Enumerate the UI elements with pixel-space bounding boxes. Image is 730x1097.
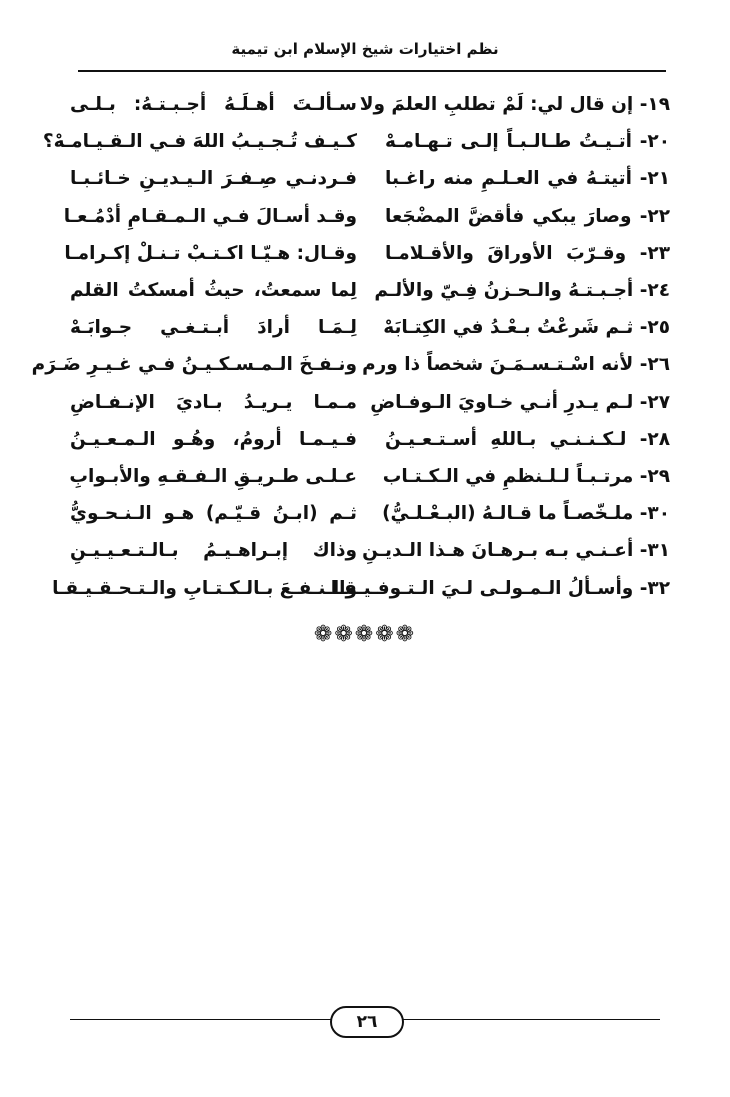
page-number: ٢٦ [330,1006,404,1038]
verse-first-hemistich: ٢٨- لـكـنـنـي بـاللهِ أسـتـعـيـنُ [385,428,670,450]
verse-row [31,346,670,383]
verse-first-hemistich: ٢٩- مرتـبـاً لـلـنظمِ في الـكـتـاب [382,465,670,487]
verse-first-hemistich: ٢٣- وقـرّبَ الأوراقَ والأقـلامـا [385,242,670,264]
verse-row [70,532,670,569]
verse-row [70,309,670,346]
page-header-title: نظم اختيارات شيخ الإسلام ابن تيمية [231,40,499,58]
verse-row [70,86,670,123]
footer-rule-left [70,1019,332,1020]
verse-first-hemistich: ٣٢- وأسـألُ الـمـولـى لـيَ الـتـوفـيـقـا [330,577,670,599]
verse-second-hemistich: ونـفـخَ الـمـسـكـيـنُ فـي غـيـرِ ضَـرَم [31,354,357,376]
verse-second-hemistich: وذاك إبـراهـيـمُ بـالـتـعـيـيـنِ [70,540,357,562]
verse-row [70,272,670,309]
verse-second-hemistich: فـردنـي صِـفـرَ الـيـديـنِ خـائـبـا [70,168,357,190]
verse-row [64,235,670,272]
verse-first-hemistich: ٢٢- وصارَ يبكي فأقضَّ المضْجَعا [385,205,670,227]
verse-first-hemistich: ٣٠- ملـخّصـاً ما قـالـهُ (البـعْـلـيُّ) [382,503,670,525]
footer-rule-right [398,1019,660,1020]
verse-row [70,495,670,532]
verse-row [52,569,670,606]
verse-first-hemistich: ١٩- إن قال لي: لَمْ تطلبِ العلمَ ولا [359,94,670,116]
verse-second-hemistich: عـلـى طـريـقِ الـفـقـهِ والأبـوابِ [69,465,357,487]
verse-second-hemistich: لِما سمعتُ، حيثُ أمسكتُ القلم [70,280,357,302]
verse-first-hemistich: ٢٥- ثـم شَرعْتُ بـعْـدُ في الكِتـابَهْ [383,317,670,339]
verse-row [70,384,670,421]
verse-second-hemistich: والـنـفـعَ بـالـكـتـابِ والـتـحـقـيـقـا [52,577,357,599]
verse-second-hemistich: مـمـا يـريـدُ بـاديَ الإنـفـاضِ [70,391,357,413]
verse-second-hemistich: فـيـمـا أرومُ، وهُـو الـمـعـيـنُ [70,428,357,450]
ornament-divider: ❁❁❁❁❁ [313,622,417,647]
verse-second-hemistich: ثـم (ابـنُ قـيّـم) هـو الـنـحـويُّ [70,503,357,525]
verse-row [42,123,670,160]
verse-row [70,421,670,458]
verse-second-hemistich: وقـد أسـالَ فـي الـمـقـامِ أدْمُـعـا [63,205,357,227]
verse-second-hemistich: سـألـتَ أهـلَـهُ أجـبـتـهُ: بـلـى [70,94,357,116]
verse-list [31,86,670,607]
verse-first-hemistich: ٢٦- لأنه اسْـتـسـمَـنَ شخصاً ذا ورم [362,354,670,376]
verse-first-hemistich: ٣١- أعـنـي بـه بـرهـانَ هـذا الـديـنِ [362,540,670,562]
verse-second-hemistich: لِـمَـا أرادَ أبـتـغـي جـوابَـهْ [70,317,357,339]
verse-row [70,458,670,495]
verse-row [70,160,670,197]
verse-first-hemistich: ٢٤- أجـبـتـهُ والـحـزنُ فِـيّ والألـم [374,280,670,302]
verse-first-hemistich: ٢١- أتيتـهُ في العـلـمِ منه راغـبا [385,168,670,190]
verse-first-hemistich: ٢٠- أتـيـتُ طـالـبـاً إلـى تـهـامـهْ [385,131,670,153]
verse-row [63,198,670,235]
verse-first-hemistich: ٢٧- لـم يـدرِ أنـي خـاويَ الـوفـاضِ [370,391,670,413]
verse-second-hemistich: كـيـف تُـجـيـبُ اللهَ فـي الـقـيـامـهْ؟ [42,131,357,153]
verse-second-hemistich: وقـال: هـيّـا اكـتـبْ تـنـلْ إكـرامـا [64,242,357,264]
header-divider [78,70,666,72]
